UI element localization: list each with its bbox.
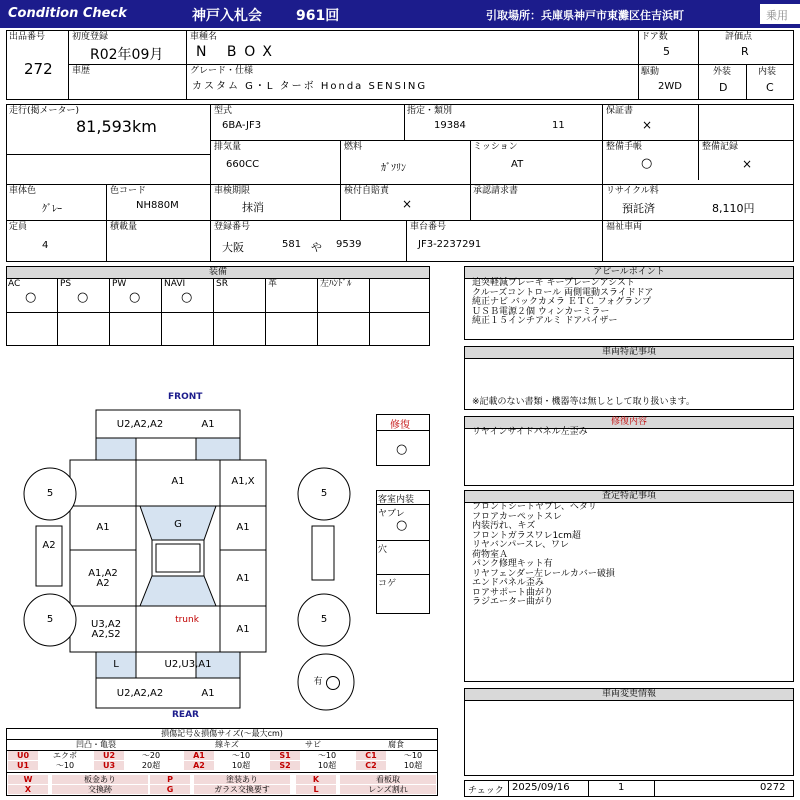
legend-mark-code: W xyxy=(8,775,48,784)
equipment-label: PW xyxy=(112,279,127,289)
plate-label: 登録番号 xyxy=(214,222,251,232)
equipment-label: 左ﾊﾝﾄﾞﾙ xyxy=(320,279,352,289)
designation-label: 指定・類別 xyxy=(407,106,453,116)
special-title: 車両特記事項 xyxy=(465,347,793,359)
legend-code: C2 xyxy=(356,761,386,770)
type-label: 型式 xyxy=(214,106,233,116)
interior-burn: コゲ xyxy=(378,579,397,589)
legend-mark-desc: ガラス交換要す xyxy=(194,785,290,794)
rear-label: REAR xyxy=(172,710,199,720)
zone-side-left: A2 xyxy=(42,540,56,551)
welfare-label: 福祉車両 xyxy=(606,222,643,232)
repair-mark-title: 修復 xyxy=(390,420,410,431)
legend-mark-code: L xyxy=(296,785,336,794)
zone-bumper-left: U2,A2,A2 xyxy=(116,688,164,699)
front-label: FRONT xyxy=(168,392,203,402)
class: 11 xyxy=(552,120,565,131)
legend-desc: 〜10 xyxy=(55,761,75,770)
legend-code: A1 xyxy=(184,751,214,760)
legend-desc: 〜10 xyxy=(403,751,423,760)
drive-label: 駆動 xyxy=(641,67,660,77)
capacity-label: 定員 xyxy=(9,222,28,232)
mission: AT xyxy=(511,159,524,170)
zone-top-right: A1 xyxy=(201,419,215,430)
autoinspect-label: 検付自賠責 xyxy=(344,186,390,196)
legend-mark-code: P xyxy=(150,775,190,784)
load-label: 積載量 xyxy=(110,222,138,232)
legend-mark-desc: 看板取 xyxy=(340,775,436,784)
auction-name: 神戸入札会 xyxy=(192,8,262,24)
equipment-label: AC xyxy=(8,279,21,289)
chassis-label: 車台番号 xyxy=(410,222,447,232)
grade-spec: カスタム G・L ターボ Honda SENSING xyxy=(192,81,428,92)
spare-mark-icon xyxy=(326,676,340,690)
legend-header: サビ xyxy=(305,740,321,749)
legend-code: S2 xyxy=(270,761,300,770)
legend-desc: 〜10 xyxy=(317,751,337,760)
change-box xyxy=(464,688,794,776)
legend-mark-desc: レンズ割れ xyxy=(340,785,436,794)
int-label: 内装 xyxy=(758,67,777,77)
legend-header: 腐食 xyxy=(388,740,404,749)
legend-code: U1 xyxy=(8,761,38,770)
zone-front-door-left: A1 xyxy=(96,522,110,533)
legend-code: U3 xyxy=(94,761,124,770)
maint-record: × xyxy=(742,157,753,171)
category: 乗用 xyxy=(766,9,788,22)
equipment-label: PS xyxy=(60,279,72,289)
legend-desc: 〜10 xyxy=(231,751,251,760)
legend-code: U0 xyxy=(8,751,38,760)
body-color: ｸﾞﾚｰ xyxy=(42,204,62,215)
zone-rear-door-right: A1 xyxy=(236,573,250,584)
check-count: 1 xyxy=(618,782,625,793)
warranty: × xyxy=(642,118,653,132)
legend-header: 線キズ xyxy=(215,740,239,749)
check-label: チェック xyxy=(468,786,504,796)
repair-mark-value: ○ xyxy=(396,442,408,457)
capacity: 4 xyxy=(42,240,49,251)
legend-code: S1 xyxy=(270,751,300,760)
legend-desc: 20超 xyxy=(141,761,161,770)
assessment-text: フロントシートヤブレ、ヘタリ フロアカーペットスレ 内装汚れ、キズ フロントガラスワレ1cm超 リヤバンパースレ、ワレ 荷物室Ａ パンク修理キット有 リヤフェンダー左レールカバー破損 エンドパネル歪み ロアサポート曲がり ラジエーター曲がり xyxy=(472,502,615,607)
recycle-fee: 8,110円 xyxy=(712,202,755,215)
zone-quarter-left: U3,A2 A2,S2 xyxy=(91,619,122,640)
lot-number: 272 xyxy=(24,60,53,78)
reg-label: 初度登録 xyxy=(72,32,109,42)
recycle-label: リサイクル料 xyxy=(606,186,659,196)
drive: 2WD xyxy=(658,81,682,92)
tire-front-left: 5 xyxy=(46,488,54,499)
zone-trunk: trunk xyxy=(175,615,199,625)
approval-label: 承認請求書 xyxy=(473,186,519,196)
interior-yabure-value: ○ xyxy=(396,518,408,533)
mileage-label: 走行(掲メーター) xyxy=(9,106,80,116)
designation: 19384 xyxy=(434,120,466,131)
equipment-label: SR xyxy=(216,279,228,289)
inspection-label: 車検期限 xyxy=(214,186,251,196)
legend-mark-desc: 交換跡 xyxy=(52,785,148,794)
chassis-number: JF3-2237291 xyxy=(418,239,482,250)
gradespec-label: グレード・仕様 xyxy=(190,66,254,76)
legend-mark-desc: 塗装あり xyxy=(194,775,290,784)
grade: R xyxy=(741,45,749,58)
legend-code: U2 xyxy=(94,751,124,760)
spare-tire: 有 xyxy=(313,677,323,687)
doors-label: ドア数 xyxy=(641,32,668,42)
inspection-expiry: 抹消 xyxy=(242,201,264,214)
legend-desc: エクボ xyxy=(53,751,77,760)
plate-number: 9539 xyxy=(336,239,362,250)
displacement: 660CC xyxy=(226,159,260,170)
mission-label: ミッション xyxy=(473,142,518,152)
color-label: 車体色 xyxy=(9,186,37,196)
check-code: 0272 xyxy=(760,782,786,793)
interior-grade: C xyxy=(766,81,774,94)
zone-rear-door-left: A1,A2 A2 xyxy=(88,568,118,589)
legend-mark-desc: 板金あり xyxy=(52,775,148,784)
warranty-label: 保証書 xyxy=(606,106,634,116)
plate-kana: や xyxy=(311,241,322,254)
change-title: 車両変更情報 xyxy=(465,689,793,701)
legend-mark-code: K xyxy=(296,775,336,784)
zone-tail-right: U2,U3,A1 xyxy=(164,659,212,670)
exterior-grade: D xyxy=(719,81,728,94)
legend-header: 凹凸・亀裂 xyxy=(76,740,116,749)
repair-text: リヤインサイドパネル左歪み xyxy=(472,427,588,437)
legend-desc: 10超 xyxy=(231,761,251,770)
ext-label: 外装 xyxy=(713,67,732,77)
equipment-value: ○ xyxy=(77,290,89,305)
mileage: 81,593km xyxy=(76,117,157,136)
legend-desc: 10超 xyxy=(317,761,337,770)
tire-rear-right: 5 xyxy=(320,614,328,625)
equipment-value: ○ xyxy=(181,290,193,305)
appeal-title: アピールポイント xyxy=(465,267,793,279)
colorcode-label: 色コード xyxy=(110,186,147,196)
auction-number: 961回 xyxy=(296,8,340,24)
check-date: 2025/09/16 xyxy=(512,782,570,793)
zone-hood: A1 xyxy=(171,476,185,487)
zone-windshield: G xyxy=(174,519,182,530)
model-name: N BOX xyxy=(196,44,280,60)
disp-label: 排気量 xyxy=(214,142,242,152)
legend-code: C1 xyxy=(356,751,386,760)
model-label: 車種名 xyxy=(190,32,218,42)
assessment-title: 査定特記事項 xyxy=(465,491,793,503)
zone-front-fender-right: A1,X xyxy=(231,476,255,487)
plate-area: 大阪 xyxy=(222,241,244,254)
equipment-value: ○ xyxy=(129,290,141,305)
legend-mark-code: X xyxy=(8,785,48,794)
maintrec-label: 整備記録 xyxy=(702,142,739,152)
appeal-text: 追突軽減ブレーキ キープレーンアシスト クルーズコントロール 両側電動スライドドア 純正ナビ バックカメラ ＥＴＣ フォグランプ ＵＳＢ電源２個 ウィンカーミラー 純正１５インチアルミ ドアバイザー xyxy=(472,278,654,326)
grade-label: 評価点 xyxy=(725,32,753,42)
plate-num: 581 xyxy=(282,239,302,250)
equipment-label: NAVI xyxy=(164,279,186,289)
equipment-label: 革 xyxy=(268,279,278,289)
pickup-location: 引取場所：兵庫県神戸市東灘区住吉浜町 xyxy=(486,9,684,22)
maint-book: ○ xyxy=(641,156,653,171)
recycle-status: 預託済 xyxy=(622,202,655,215)
repair-title: 修復内容 xyxy=(465,417,793,429)
tire-rear-left: 5 xyxy=(46,614,54,625)
tire-front-right: 5 xyxy=(320,488,328,499)
equipment-title: 装備 xyxy=(7,267,429,279)
legend-mark-code: G xyxy=(150,785,190,794)
legend-code: A2 xyxy=(184,761,214,770)
special-note: ※記載のない書類・機器等は無しとして取り扱います。 xyxy=(472,397,695,407)
maint-label: 整備手帳 xyxy=(606,142,643,152)
zone-tail-left: L xyxy=(113,659,119,670)
doors: 5 xyxy=(663,45,670,58)
color-code: NH880M xyxy=(136,200,179,211)
fuel: ｶﾞｿﾘﾝ xyxy=(381,163,406,174)
first-reg: R02年09月 xyxy=(90,47,164,63)
equipment-value: ○ xyxy=(25,290,37,305)
interior-hole: 穴 xyxy=(378,545,388,555)
condition-check-title: Condition Check xyxy=(8,6,127,21)
zone-quarter-right: A1 xyxy=(236,624,250,635)
interior-yabure: ヤブレ xyxy=(378,509,405,519)
legend-desc: 10超 xyxy=(403,761,423,770)
history-label: 車歴 xyxy=(72,66,91,76)
zone-front-door-right: A1 xyxy=(236,522,250,533)
zone-bumper-right: A1 xyxy=(201,688,215,699)
legend-title: 損傷記号＆損傷サイズ(〜最大cm) xyxy=(161,729,283,738)
lot-label: 出品番号 xyxy=(9,32,46,42)
zone-top-left: U2,A2,A2 xyxy=(116,419,164,430)
interior-title: 客室内装 xyxy=(378,495,415,505)
fuel-label: 燃料 xyxy=(344,142,363,152)
auto-inspect: × xyxy=(402,197,413,211)
legend-desc: 〜20 xyxy=(141,751,161,760)
model-type: 6BA-JF3 xyxy=(222,120,262,131)
